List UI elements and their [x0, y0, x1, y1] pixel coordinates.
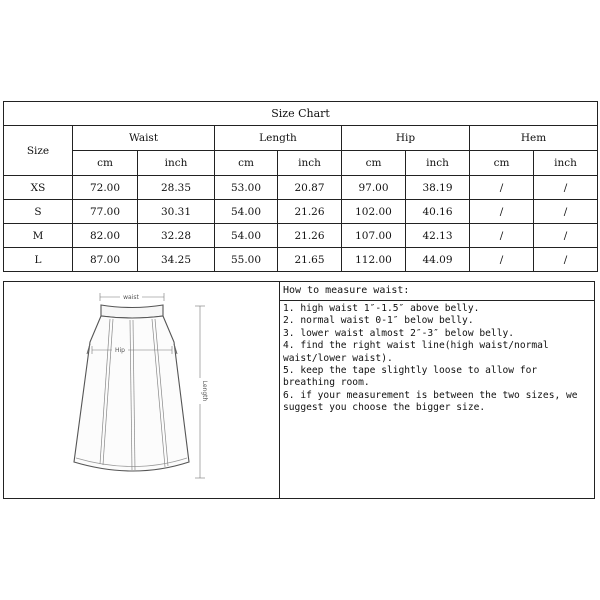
table-cell: /	[534, 176, 598, 200]
table-cell: /	[470, 176, 534, 200]
list-item: 6. if your measurement is between the two sizes, we suggest you choose the bigger size.	[283, 389, 578, 414]
size-column-header: Size	[4, 126, 73, 176]
guide-header: How to measure waist:	[280, 282, 594, 301]
unit-header: inch	[278, 151, 342, 176]
table-cell: /	[470, 224, 534, 248]
table-cell: 55.00	[215, 248, 278, 272]
guide-list	[280, 301, 594, 415]
skirt-illustration	[74, 305, 189, 471]
unit-header: inch	[534, 151, 598, 176]
table-cell: /	[534, 200, 598, 224]
row-size-label: M	[4, 224, 73, 248]
hip-label: Hip	[115, 347, 125, 354]
table-cell: 32.28	[138, 224, 215, 248]
table-cell: 54.00	[215, 224, 278, 248]
table-row	[4, 200, 598, 224]
table-title: Size Chart	[4, 102, 598, 126]
table-cell: 21.26	[278, 200, 342, 224]
list-item: 3. lower waist almost 2″-3″ below belly.	[283, 327, 515, 339]
size-chart-table	[3, 101, 598, 272]
unit-header: inch	[138, 151, 215, 176]
group-header-length: Length	[215, 126, 342, 151]
unit-header: inch	[406, 151, 470, 176]
table-cell: 30.31	[138, 200, 215, 224]
table-cell: /	[534, 224, 598, 248]
table-cell: 21.65	[278, 248, 342, 272]
group-header-waist: Waist	[73, 126, 215, 151]
length-label: Length	[201, 380, 208, 402]
table-cell: 77.00	[73, 200, 138, 224]
table-cell: 28.35	[138, 176, 215, 200]
row-size-label: S	[4, 200, 73, 224]
measurement-guide	[280, 282, 594, 498]
list-item: 2. normal waist 0-1″ below belly.	[283, 315, 474, 327]
table-cell: 107.00	[342, 224, 406, 248]
row-size-label: L	[4, 248, 73, 272]
table-cell: 34.25	[138, 248, 215, 272]
table-cell: 20.87	[278, 176, 342, 200]
table-group-header-row	[4, 126, 598, 151]
table-cell: 54.00	[215, 200, 278, 224]
table-cell: /	[470, 200, 534, 224]
list-item: 4. find the right waist line(high waist/normal waist/lower waist).	[283, 340, 549, 364]
table-cell: 112.00	[342, 248, 406, 272]
measurement-panel	[3, 281, 595, 499]
table-cell: 21.26	[278, 224, 342, 248]
table-unit-header-row	[4, 151, 598, 176]
table-cell: 82.00	[73, 224, 138, 248]
table-cell: 87.00	[73, 248, 138, 272]
table-cell: 97.00	[342, 176, 406, 200]
waist-label: waist	[123, 294, 139, 301]
table-cell: 102.00	[342, 200, 406, 224]
table-cell: /	[534, 248, 598, 272]
skirt-diagram-box	[4, 282, 280, 498]
row-size-label: XS	[4, 176, 73, 200]
table-cell: 72.00	[73, 176, 138, 200]
table-row	[4, 176, 598, 200]
table-cell: 42.13	[406, 224, 470, 248]
list-item: 1. high waist 1″-1.5″ above belly.	[283, 303, 480, 314]
table-cell: /	[470, 248, 534, 272]
unit-header: cm	[342, 151, 406, 176]
table-cell: 44.09	[406, 248, 470, 272]
table-row	[4, 248, 598, 272]
table-row	[4, 224, 598, 248]
list-item: 5. keep the tape slightly loose to allow for breathing room.	[283, 365, 538, 389]
skirt-diagram	[4, 282, 279, 498]
unit-header: cm	[470, 151, 534, 176]
table-cell: 40.16	[406, 200, 470, 224]
group-header-hem: Hem	[470, 126, 598, 151]
table-cell: 38.19	[406, 176, 470, 200]
table-cell: 53.00	[215, 176, 278, 200]
unit-header: cm	[215, 151, 278, 176]
unit-header: cm	[73, 151, 138, 176]
table-title-row	[4, 102, 598, 126]
group-header-hip: Hip	[342, 126, 470, 151]
